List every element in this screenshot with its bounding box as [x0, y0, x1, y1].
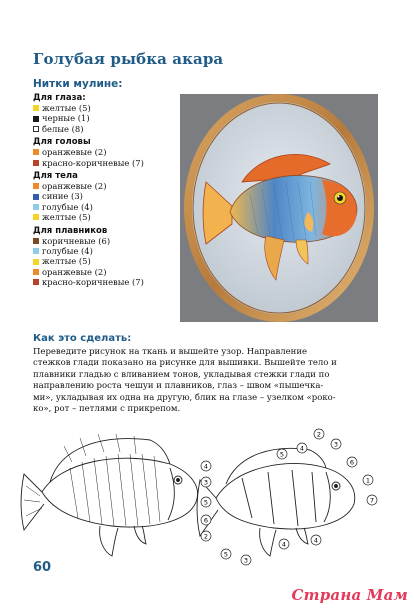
thread-item-label: оранжевые (2) [42, 181, 107, 192]
instructions-line: Переведите рисунок на ткань и вышейте узор. Направление [33, 347, 308, 357]
number-markers [201, 429, 377, 565]
number-marker-label: 2 [316, 430, 322, 439]
thread-list [33, 78, 203, 288]
thread-item-label: желтые (5) [42, 212, 91, 223]
thread-item-label: голубые (4) [42, 246, 93, 257]
number-marker-label: 4 [313, 536, 319, 545]
stitch-direction-drawing [21, 434, 198, 556]
thread-group [33, 171, 203, 223]
thread-item-label: желтые (5) [42, 103, 91, 113]
embroidery-photo [180, 94, 378, 322]
thread-item [33, 181, 203, 191]
thread-item-label: красно-коричневые (7) [42, 157, 144, 168]
instructions-heading: Как это сделать: [33, 333, 132, 344]
thread-item [33, 103, 203, 113]
watermark: Страна Мам [291, 586, 408, 604]
number-marker-label: 3 [333, 440, 339, 449]
color-swatch-icon [33, 160, 39, 166]
thread-groups [33, 93, 203, 288]
number-marker-label: 1 [365, 476, 371, 485]
thread-item [33, 256, 203, 266]
color-swatch-icon [33, 238, 39, 244]
thread-item [33, 202, 203, 212]
number-marker-label: 4 [281, 540, 287, 549]
color-swatch-icon [33, 259, 39, 265]
color-swatch-icon [33, 194, 39, 200]
instructions-text [33, 347, 380, 415]
thread-group [33, 93, 203, 134]
thread-item [33, 246, 203, 256]
thread-item-label: красно-коричневые (7) [42, 277, 144, 288]
thread-item [33, 124, 203, 134]
thread-item-label: коричневые (6) [42, 235, 111, 246]
thread-item-label: оранжевые (2) [42, 147, 107, 158]
thread-item-label: белые (8) [42, 123, 84, 134]
thread-group-title: Для глаза: [33, 93, 86, 103]
pattern-diagrams [20, 428, 390, 565]
page-number: 60 [33, 560, 52, 575]
number-marker-label: 3 [243, 556, 249, 565]
color-swatch-icon [33, 279, 39, 285]
color-swatch-icon [33, 116, 39, 122]
number-marker-label: 6 [203, 516, 209, 525]
number-marker-label: 7 [369, 496, 375, 505]
color-swatch-icon [33, 105, 39, 111]
thread-group-title: Для головы [33, 137, 91, 148]
number-marker-label: 4 [203, 462, 209, 471]
color-swatch-icon [33, 269, 39, 275]
instructions-line: ко», рот – петлями с прикрепом. [33, 404, 181, 415]
instructions-line: ми», укладывая их одна на другую, блик на глазе – узелком «роко- [33, 392, 336, 403]
number-marker-label: 2 [203, 532, 209, 541]
thread-group-title: Для плавников [33, 225, 108, 236]
number-marker-label: 5 [223, 550, 229, 559]
thread-item [33, 147, 203, 157]
thread-group [33, 226, 203, 288]
instructions-line: плавники гладью с вливанием тонов, укладывая стежки глади по [33, 369, 330, 380]
thread-item-label: голубые (4) [42, 201, 93, 212]
number-marker-label: 4 [299, 444, 305, 453]
thread-item [33, 277, 203, 287]
color-swatch-icon [33, 149, 39, 155]
numbered-outline-drawing [197, 448, 355, 556]
thread-item [33, 113, 203, 123]
thread-item-label: синие (3) [42, 191, 83, 202]
thread-item [33, 191, 203, 201]
thread-item-label: черные (1) [42, 113, 90, 124]
page-title: Голубая рыбка акара [33, 50, 224, 68]
color-swatch-icon [33, 183, 39, 189]
color-swatch-icon [33, 248, 39, 254]
thread-item [33, 236, 203, 246]
thread-group [33, 137, 203, 168]
thread-item-label: желтые (5) [42, 256, 91, 267]
number-marker-label: 5 [203, 498, 209, 507]
fish-outline-diagrams [20, 428, 390, 565]
number-marker-label: 3 [203, 478, 209, 487]
thread-item-label: оранжевые (2) [42, 266, 107, 277]
thread-group-title: Для тела [33, 171, 78, 182]
number-marker-label: 6 [349, 458, 355, 467]
thread-item [33, 158, 203, 168]
instructions-line: стежков глади показано на рисунке для вышивки. Вышейте тело и [33, 358, 337, 369]
thread-item [33, 267, 203, 277]
thread-item [33, 212, 203, 222]
color-swatch-icon [33, 214, 39, 220]
threads-heading: Нитки мулине: [33, 78, 123, 90]
color-swatch-icon [33, 126, 39, 132]
embroidered-fish-image [180, 94, 378, 322]
color-swatch-icon [33, 204, 39, 210]
number-marker-label: 5 [279, 450, 285, 459]
instructions-line: направлению роста чешуи и плавников, глаз – швом «пышечка- [33, 381, 324, 392]
